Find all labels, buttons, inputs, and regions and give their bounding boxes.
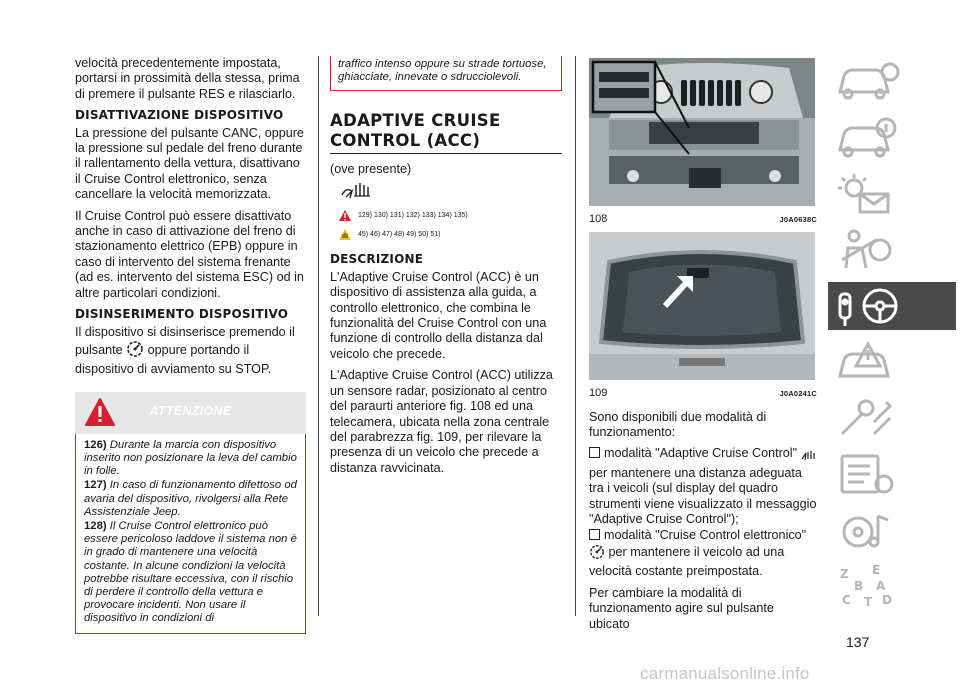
disinserimento-text-b: oppure portando il dispositivo di avviamento su STOP.: [75, 342, 272, 377]
caution-refs: 45) 46) 47) 48) 49) 50) 51): [358, 231, 441, 239]
disinserimento-text-a: Il dispositivo si disinserisce premendo il pulsante: [75, 324, 295, 357]
bullet-cruise: [589, 528, 817, 579]
page-number: 137: [846, 634, 870, 650]
caution-hand-icon: [338, 228, 352, 241]
paragraph-disattivazione-2: Il Cruise Control può essere disattivato anche in caso di attivazione del freno di stazionamento elettrico (EPB) oppure in caso di intervento del sistema frenante (ad es. intervento del sistema ESC) od in altre particolari condizioni.: [75, 208, 304, 300]
tab-car-info[interactable]: [828, 114, 956, 162]
figure-number: 108: [589, 213, 608, 226]
figure-108-caption: [589, 212, 817, 227]
warning-item-number: 128): [84, 519, 107, 532]
warning-header: [75, 392, 306, 434]
tab-starting-driving[interactable]: [828, 282, 956, 330]
paragraph-disinserimento: [75, 325, 306, 378]
tab-technical-data[interactable]: [828, 450, 956, 498]
tab-emergency[interactable]: [828, 338, 956, 386]
warning-lights-icon: [828, 170, 956, 218]
column-2: [330, 56, 562, 482]
service-tools-icon: [828, 394, 956, 442]
svg-text:E: E: [872, 563, 881, 577]
figure-number: 109: [589, 387, 608, 400]
warning-refs-row: [338, 208, 562, 223]
warning-item-number: 127): [84, 479, 107, 492]
column-divider: [318, 56, 319, 616]
svg-text:B: B: [854, 579, 864, 593]
acc-symbol-icon: [801, 449, 815, 465]
heading-disattivazione: DISATTIVAZIONE DISPOSITIVO: [75, 108, 284, 123]
bullet-box-icon: [589, 529, 600, 540]
column-3: [589, 58, 817, 638]
emergency-icon: [828, 338, 956, 386]
bullet-cruise-text: per mantenere il veicolo ad una velocità costante preimpostata.: [589, 544, 785, 579]
heading-acc-line1: ADAPTIVE CRUISE: [330, 110, 501, 130]
car-info-icon: [828, 114, 956, 162]
tab-warning-lights[interactable]: [828, 170, 956, 218]
warning-item-text: Durante la marcia con dispositivo inserito non posizionare la leva del cambio in folle.: [84, 438, 297, 478]
windscreen-camera-image: [589, 232, 815, 380]
watermark-text: carmanualsonline.info: [640, 664, 810, 683]
warning-item: [84, 520, 297, 626]
figure-109: [589, 232, 817, 402]
steering-key-icon: [828, 282, 956, 330]
figure-code: J0A0241C: [779, 389, 817, 399]
paragraph-descrizione-1: L'Adaptive Cruise Control (ACC) è un dispositivo di assistenza alla guida, a controllo elettronico, che combina le funzionalità del Cruise Control con una funzione di controllo della distanza dal veicolo che precede.: [330, 269, 547, 361]
svg-text:Z: Z: [840, 567, 849, 581]
warning-item-text: Il Cruise Control elettronico può essere pericoloso laddove il sistema non è in grado di mantenere una velocità costante. In alcune condizioni la velocità potrebbe risultare eccessiva, con il rischio di perdere il controllo della vettura e provocare incidenti. Non usare il dispositivo in condizioni di: [84, 519, 297, 625]
warning-item: [84, 479, 297, 519]
heading-descrizione: DESCRIZIONE: [330, 252, 424, 267]
cruise-button-icon: [589, 544, 605, 564]
tab-index[interactable]: [828, 562, 956, 610]
bullet-adaptive-text: per mantenere una distanza adeguata tra i veicoli (sul display del quadro strumenti viene visualizzato il messaggio "Adaptive Cruise Control");: [589, 465, 817, 527]
column-1: [75, 56, 306, 634]
figure-108: [589, 58, 817, 228]
warning-triangle-icon: [338, 209, 352, 222]
heading-acc-line2: CONTROL (ACC): [330, 130, 481, 150]
optional-note: (ove presente): [330, 161, 412, 176]
bullet-box-icon: [589, 447, 600, 458]
tab-service[interactable]: [828, 394, 956, 442]
multimedia-icon: [828, 506, 956, 554]
intro-paragraph: velocità precedentemente impostata, portarsi in prossimità della stessa, prima di premere il pulsante RES e rilasciarlo.: [75, 56, 300, 101]
front-bumper-radar-image: [589, 58, 815, 206]
warning-title: ATTENZIONE: [149, 403, 232, 418]
svg-text:T: T: [864, 595, 873, 609]
warning-item-number: 126): [84, 438, 107, 451]
caution-refs-row: [338, 227, 562, 242]
svg-text:D: D: [882, 593, 892, 607]
warning-body: [75, 434, 306, 634]
safety-airbag-icon: [828, 226, 956, 274]
tab-dashboard[interactable]: [828, 58, 956, 106]
svg-text:A: A: [876, 579, 886, 593]
dashboard-icon: [828, 58, 956, 106]
warning-refs: 129) 130) 131) 132) 133) 134) 135): [358, 211, 468, 219]
bullet-adaptive-title: modalità "Adaptive Cruise Control": [604, 446, 798, 461]
heading-disinserimento: DISINSERIMENTO DISPOSITIVO: [75, 307, 289, 322]
column-divider: [575, 56, 576, 616]
section-heading-acc: [330, 111, 562, 154]
bullet-adaptive: [589, 446, 817, 527]
tab-multimedia[interactable]: [828, 506, 956, 554]
technical-data-icon: [828, 450, 956, 498]
tab-safety[interactable]: [828, 226, 956, 274]
paragraph-descrizione-2: L'Adaptive Cruise Control (ACC) utilizza un sensore radar, posizionato al centro del paraurti anteriore fig. 108 ed una telecamera, ubicata nella zona centrale del parabrezza fig. 109, per rilevare la presenza di un veicolo che precede a distanza ravvicinata.: [330, 368, 553, 475]
paragraph-disattivazione-1: La pressione del pulsante CANC, oppure la pressione sul pedale del freno durante il rallentamento della vettura, disattivano il Cruise Control elettronico, senza cancellare la velocità memorizzata.: [75, 125, 304, 202]
paragraph-change-mode: Per cambiare la modalità di funzionamento agire sul pulsante ubicato: [589, 585, 774, 631]
warning-item-text: In caso di funzionamento difettoso od avaria del dispositivo, rivolgersi alla Rete Assistenziale Jeep.: [84, 479, 297, 518]
paragraph-modes: Sono disponibili due modalità di funzionamento:: [589, 409, 767, 440]
acc-symbol-icon: [340, 181, 562, 203]
warning-continued: traffico intenso oppure su strade tortuose, ghiacciate, innevate o sdrucciolevoli.: [330, 56, 562, 91]
figure-109-caption: [589, 386, 817, 401]
cruise-button-icon: [126, 340, 144, 362]
bullet-cruise-title: modalità "Cruise Control elettronico": [604, 528, 807, 543]
warning-item: [84, 439, 297, 479]
figure-code: J0A0638C: [779, 215, 817, 225]
svg-text:C: C: [842, 593, 851, 607]
index-icon: [828, 562, 956, 610]
